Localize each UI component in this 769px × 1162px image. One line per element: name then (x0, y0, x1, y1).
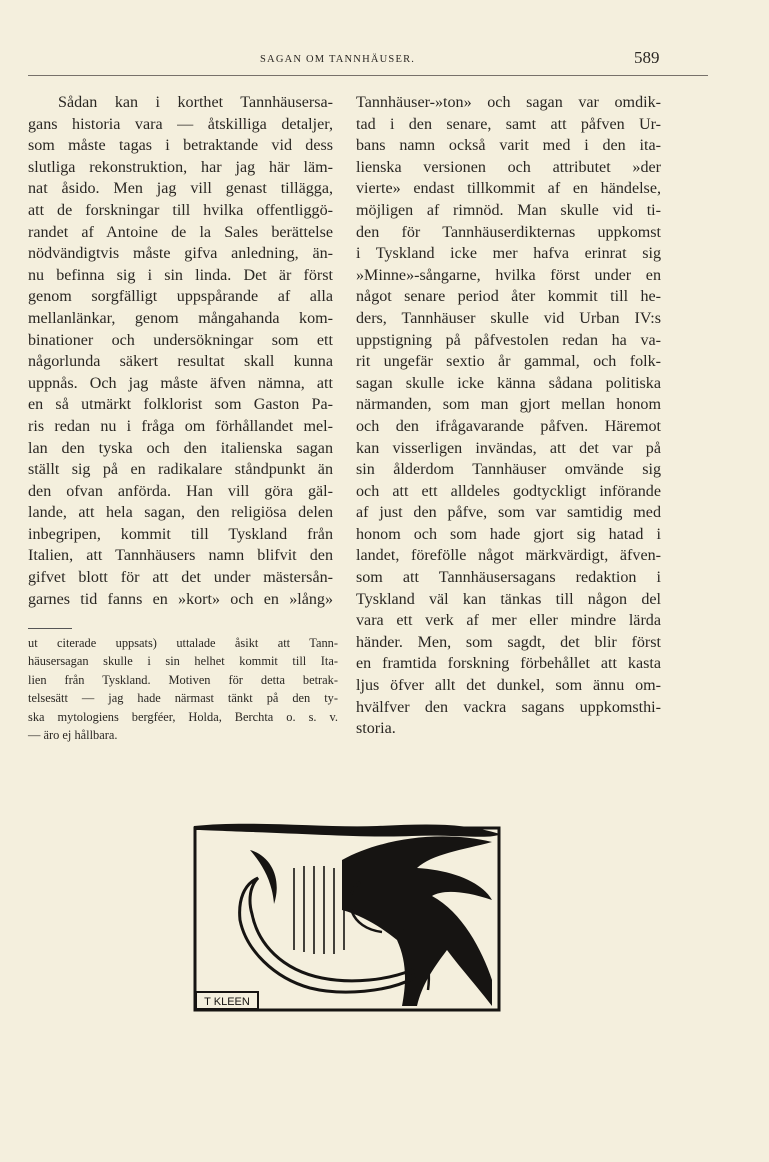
illustration-woman-with-lyre (192, 820, 504, 1016)
right-column-line: möjligen af rimnöd. Man skulle vid ti- (356, 201, 661, 219)
footnote-line: lien från Tyskland. Motiven för detta betrak- (28, 672, 338, 687)
right-column-line: af just den påfve, som var samtidig med (356, 504, 661, 522)
left-column-line: nat åsido. Men jag vill genast tillägga, (28, 180, 333, 198)
right-column-line: »Minne»-sångarne, hvilka först under en (356, 266, 661, 284)
left-column-line: lan den tyska och den italienska sagan (28, 439, 333, 457)
left-column-line: Sådan kan i korthet Tannhäusersa- (58, 94, 333, 111)
right-column-line: vierte» endast tillkommit af en händelse, (356, 180, 661, 198)
left-column-line: slutliga rekonstruktion, har jag här läm- (28, 158, 333, 176)
right-column-line: en framtida forskning förbehållet att kasta (356, 655, 661, 673)
left-column-line: Italien, att Tannhäusers namn blifvit den (28, 547, 333, 565)
right-column-line: honom och som hade gjort sig hatad i (356, 525, 661, 543)
right-column-line: kan visserligen invändas, att det var på (356, 439, 661, 457)
footnote-line: telsesätt — jag hade närmast tänkt på den ty- (28, 691, 338, 706)
right-column-line: uppstigning på påfvestolen redan ha va- (356, 331, 661, 349)
left-column-line: gifvet blott för att det under mästersån- (28, 569, 333, 587)
left-column-line: binationer och undersökningar som ett (28, 331, 333, 349)
running-title: SAGAN OM TANNHÄUSER. (260, 54, 416, 65)
right-column-line: i Tyskland icke mer hafva erinrat sig (356, 245, 661, 263)
right-column-line: händer. Men, som sagdt, det blir först (356, 633, 661, 651)
page-number: 589 (634, 48, 660, 67)
right-column-line: ljus öfver allt det dunkel, som ännu om- (356, 677, 661, 695)
right-column-line: rit ungefär sextio år gammal, och folk- (356, 353, 661, 371)
left-column-line: nödvändigtvis måste gifva anledning, än- (28, 245, 333, 263)
right-column-line: och att ett alldeles godtyckligt införande (356, 482, 661, 500)
header-rule (28, 75, 708, 76)
right-column-line: närmanden, som man gjort mellan honom (356, 396, 661, 414)
right-column-line: något senare period åter kommit till he- (356, 288, 661, 306)
right-column-line: lienska versionen och attributet »der (356, 158, 661, 176)
hair-band (194, 824, 500, 837)
footnote-line: ska mytologiens bergféer, Holda, Berchta o. s. v. (28, 709, 338, 724)
footnote-line: häusersagan skulle i sin helhet kommit till Ita- (28, 654, 338, 669)
left-column-line: gans historia vara — åtskilliga detaljer, (28, 115, 333, 133)
lyre-strings (294, 866, 344, 954)
left-column-line: att de forskningar till hvilka offentliggö- (28, 201, 333, 219)
right-column-line: sagan skulle icke känna sådana politiska (356, 374, 661, 392)
right-column-line: storia. (356, 720, 396, 738)
left-column-line: uppnås. Och jag måste äfven nämna, att (28, 374, 333, 392)
left-column-line: mellanlänkar, genom mångahanda kom- (28, 309, 333, 327)
left-column (28, 92, 333, 610)
right-column-line: sin ålderdom Tannhäuser omvände sig (356, 461, 661, 479)
footnote-rule (28, 628, 72, 629)
footnote-line: ut citerade uppsats) uttalade åsikt att Tann- (28, 636, 338, 650)
left-column-line: någorlunda säkert resultat skall kunna (28, 353, 333, 371)
footnote-line: — äro ej hållbara. (28, 728, 118, 743)
right-column-line: tad i den senare, samt att påfven Ur- (356, 115, 661, 133)
right-column-line: och den ifrågavarande påfven. Häremot (356, 417, 661, 435)
left-column-line: lande, att hela sagan, den religiösa delen (28, 504, 333, 522)
left-column-line: inbegripen, kommit till Tyskland från (28, 525, 333, 543)
right-column-line: bans namn också varit med i den ita- (356, 137, 661, 155)
left-column-line: som måste tagas i betraktande vid dess (28, 137, 333, 155)
right-column-line: den för Tannhäuserdikternas uppkomst (356, 223, 661, 241)
lyre-horn (250, 850, 277, 904)
woodcut-illustration (192, 820, 504, 1016)
footnote (28, 634, 338, 744)
right-column-line: vara ett verk af mer eller mindre lärda (356, 612, 661, 630)
right-column-line: ders, Tannhäuser skulle vid Urban IV:s (356, 309, 661, 327)
left-column-line: genom sorgfälligt uppspårande af alla (28, 288, 333, 306)
right-column-line: Tyskland väl kan tänkas till någon del (356, 590, 661, 608)
signature: T KLEEN (204, 996, 250, 1008)
left-column-line: garnes tid fanns en »kort» och en »lång» (28, 590, 333, 608)
left-column-line: ställt sig på en radikalare ståndpunkt än (28, 461, 333, 479)
right-column-line: Tannhäuser-»ton» och sagan var omdik- (356, 94, 661, 111)
left-column-line: den ofvan anförda. Han vill göra gäl- (28, 482, 333, 500)
left-column-line: nu befinna sig i sin linda. Det är först (28, 266, 333, 284)
left-column-line: ris redan nu i fråga om förhållandet mel- (28, 417, 333, 435)
right-column-line: landet, förefölle något märkvärdigt, äfven- (356, 547, 661, 565)
right-column (356, 92, 661, 740)
left-column-line: randet af Antoine de la Sales berättelse (28, 223, 333, 241)
right-column-line: som att Tannhäusersagans redaktion i (356, 569, 661, 587)
left-column-line: en så utmärkt folklorist som Gaston Pa- (28, 396, 333, 414)
right-column-line: hvälfver den vackra sagans uppkomsthi- (356, 698, 661, 716)
